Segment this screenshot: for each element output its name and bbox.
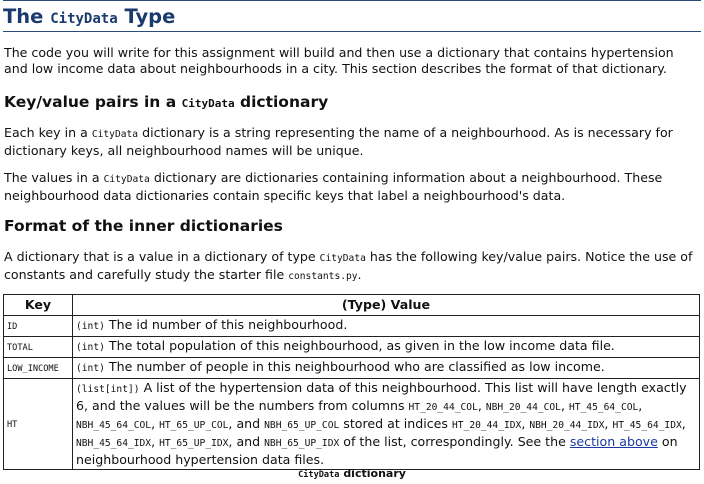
- column-header-value: (Type) Value: [73, 295, 700, 316]
- intro-paragraph: The code you will write for this assignment will build and then use a dictionary that contains hypertension and low income data about neighbourhoods in a city. This section describes the format of that dictionary.: [4, 45, 674, 76]
- starter-file-name: constants.py: [288, 271, 358, 282]
- table-header-row: [4, 295, 700, 316]
- table-key-cell: TOTAL: [4, 337, 73, 358]
- title-code: CityData: [50, 11, 118, 27]
- table-key-cell: ID: [4, 316, 73, 337]
- keys-paragraph: Each key in a CityData dictionary is a string representing the name of a neighbourhood. As is necessary for dictionary keys, all neighbourhood names will be unique.: [4, 125, 673, 158]
- page-title: The CityData Type: [3, 5, 176, 28]
- table-value-cell: (list[int]) A list of the hypertension data of this neighbourhood. This list will have length exactly 6, and the values will be the numbers from columns HT_20_44_COL, NBH_20_44_COL, HT_45_64_COL, NBH_45_64_COL, HT_65_UP_COL, and NBH_65_UP_COL stored at indices HT_20_44_IDX, NBH_20_44_IDX, HT_45_64_IDX, NBH_45_64_IDX, HT_65_UP_IDX, and NBH_65_UP_IDX of the list, correspondingly. See the section above on neighbourhood hypertension data files.: [73, 379, 700, 470]
- section-heading-key-value: Key/value pairs in a CityData dictionary: [4, 93, 329, 111]
- table-row: [4, 358, 700, 379]
- table-value-cell: (int) The number of people in this neighbourhood who are classified as low income.: [73, 358, 700, 379]
- column-header-key: Key: [4, 295, 73, 316]
- table-key-cell: HT: [4, 379, 73, 470]
- table-row: [4, 316, 700, 337]
- citydata-table: [3, 294, 700, 470]
- title-bar: [3, 0, 701, 32]
- inner-paragraph: A dictionary that is a value in a dictionary of type CityData has the following key/value pairs. Notice the use of constants and carefully study the starter file constants.py.: [4, 249, 693, 282]
- section-above-link[interactable]: section above: [569, 434, 658, 449]
- section-heading-inner: Format of the inner dictionaries: [4, 217, 283, 235]
- table-row: [4, 379, 700, 470]
- table-caption: CityData dictionary: [298, 467, 406, 480]
- table-key-cell: LOW_INCOME: [4, 358, 73, 379]
- table-value-cell: (int) The total population of this neighbourhood, as given in the low income data file.: [73, 337, 700, 358]
- values-paragraph: The values in a CityData dictionary are dictionaries containing information about a neighbourhood. These neighbourhood data dictionaries contain specific keys that label a neighbourhood's data.: [4, 170, 663, 203]
- table-value-cell: (int) The id number of this neighbourhood.: [73, 316, 700, 337]
- table-row: [4, 337, 700, 358]
